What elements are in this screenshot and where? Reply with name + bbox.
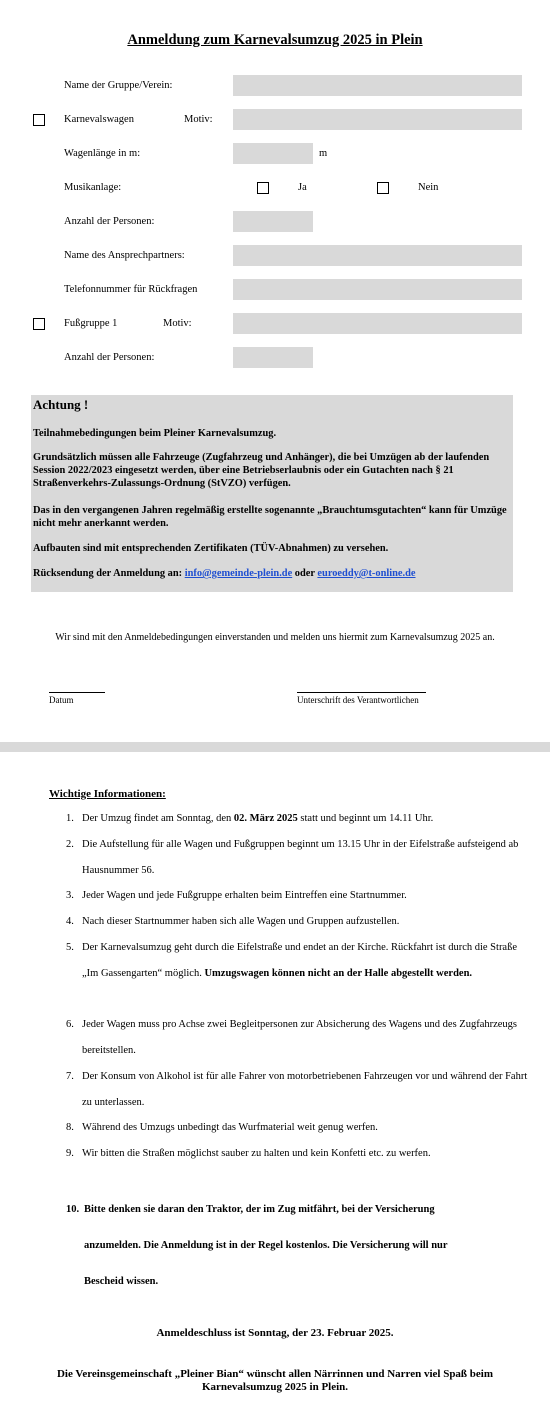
email-link-2[interactable]: euroeddy@t-online.de — [317, 568, 416, 579]
agreement-text: Wir sind mit den Anmeldebedingungen einverstanden und melden uns hiermit zum Karnevalsumzug 2025 an. — [55, 632, 495, 643]
deadline-text: Anmeldeschluss ist Sonntag, der 23. Februar 2025. — [156, 1327, 394, 1339]
music-yes-label: Ja — [298, 182, 307, 193]
length-unit: m — [319, 148, 328, 159]
persons2-field[interactable] — [233, 347, 313, 368]
notice-conditions: Teilnahmebedingungen beim Pleiner Karnevalsumzug. — [33, 428, 277, 439]
music-no-checkbox[interactable] — [377, 182, 389, 194]
motif2-field[interactable] — [233, 313, 522, 334]
motif-label: Motiv: — [184, 114, 213, 125]
notice-return: Rücksendung der Anmeldung an: info@gemeinde-plein.de oder euroeddy@t-online.de — [33, 568, 416, 579]
list-item: 9. Wir bitten die Straßen möglichst sauber zu halten und kein Konfetti etc. zu werfen. — [66, 1148, 431, 1159]
email-link-1[interactable]: info@gemeinde-plein.de — [184, 568, 293, 579]
foot-group-checkbox[interactable] — [33, 318, 45, 330]
list-item: 3. Jeder Wagen und jede Fußgruppe erhalten beim Eintreffen eine Startnummer. — [66, 890, 407, 901]
music-no-label: Nein — [418, 182, 439, 193]
list-item: 8. Während des Umzugs unbedingt das Wurfmaterial weit genug werfen. — [66, 1122, 378, 1133]
length-label: Wagenlänge in m: — [64, 148, 141, 159]
persons2-label: Anzahl der Personen: — [64, 352, 155, 363]
wagon-label: Karnevalswagen — [64, 114, 134, 125]
date-label: Datum — [49, 695, 74, 705]
persons-field[interactable] — [233, 211, 313, 232]
list-item: 4. Nach dieser Startnummer haben sich alle Wagen und Gruppen aufzustellen. — [66, 916, 400, 927]
music-label: Musikanlage: — [64, 182, 122, 193]
motif-field[interactable] — [233, 109, 522, 130]
notice-superstructures: Aufbauten sind mit entsprechenden Zertifikaten (TÜV-Abnahmen) zu versehen. — [33, 543, 389, 554]
foot-group-label: Fußgruppe 1 — [64, 318, 118, 329]
contact-label: Name des Ansprechpartners: — [64, 250, 185, 261]
closing-text: Die Vereinsgemeinschaft „Pleiner Bian“ wünscht allen Närrinnen und Narren viel Spaß beim Karnevalsumzug 2025 in Plein. — [56, 1368, 494, 1393]
signature-label: Unterschrift des Verantwortlichen — [297, 695, 419, 705]
music-yes-checkbox[interactable] — [257, 182, 269, 194]
list-item: 2. Die Aufstellung für alle Wagen und Fußgruppen beginnt um 13.15 Uhr in der Eifelstraße aufsteigend ab Hausnummer 56. — [66, 839, 519, 876]
signature-line[interactable] — [297, 692, 426, 693]
form-title: Anmeldung zum Karnevalsumzug 2025 in Plein — [127, 32, 423, 48]
group-name-label: Name der Gruppe/Verein: — [64, 80, 173, 91]
notice-box — [31, 395, 513, 592]
list-item: 10. Bitte denken sie daran den Traktor, der im Zug mitfährt, bei der Versicherung anzumelden. Die Anmeldung ist in der Regel kostenlos. Die Versicherung will nur Bescheid wissen. — [66, 1204, 448, 1287]
group-name-field[interactable] — [233, 75, 522, 96]
phone-label: Telefonnummer für Rückfragen — [64, 284, 198, 295]
date-line[interactable] — [49, 692, 105, 693]
list-item: 1. Der Umzug findet am Sonntag, den 02. März 2025 statt und beginnt um 14.11 Uhr. — [66, 813, 434, 824]
notice-title: Achtung ! — [33, 397, 89, 412]
length-field[interactable] — [233, 143, 313, 164]
list-item: 5. Der Karnevalsumzug geht durch die Eifelstraße und endet an der Kirche. Rückfahrt ist durch die Straße „Im Gassengarten“ möglich. Umzugswagen können nicht an der Halle abgestellt werden. — [66, 942, 518, 979]
notice-vehicles: Grundsätzlich müssen alle Fahrzeuge (Zugfahrzeug und Anhänger), die bei Umzügen ab der laufenden Session 2022/2023 eingesetzt werden, über eine Betriebserlaubnis oder ein Gutachten nach § 21 Straßenverkehrs-Zulassungs-Ordnung (StVZO) verfügen. — [33, 452, 490, 489]
page-separator — [0, 742, 550, 752]
notice-report: Das in den vergangenen Jahren regelmäßig erstellte sogenannte „Brauchtumsgutachten“ kann für Umzüge nicht mehr anerkannt werden. — [33, 505, 507, 529]
list-item: 7. Der Konsum von Alkohol ist für alle Fahrer von motorbetriebenen Fahrzeugen vor und während der Fahrt zu unterlassen. — [66, 1071, 528, 1108]
wagon-checkbox[interactable] — [33, 114, 45, 126]
motif2-label: Motiv: — [163, 318, 192, 329]
contact-field[interactable] — [233, 245, 522, 266]
phone-field[interactable] — [233, 279, 522, 300]
info-heading: Wichtige Informationen: — [49, 788, 166, 800]
persons-label: Anzahl der Personen: — [64, 216, 155, 227]
list-item: 6. Jeder Wagen muss pro Achse zwei Begleitpersonen zur Absicherung des Wagens und des Zugfahrzeugs bereitstellen. — [66, 1019, 518, 1056]
